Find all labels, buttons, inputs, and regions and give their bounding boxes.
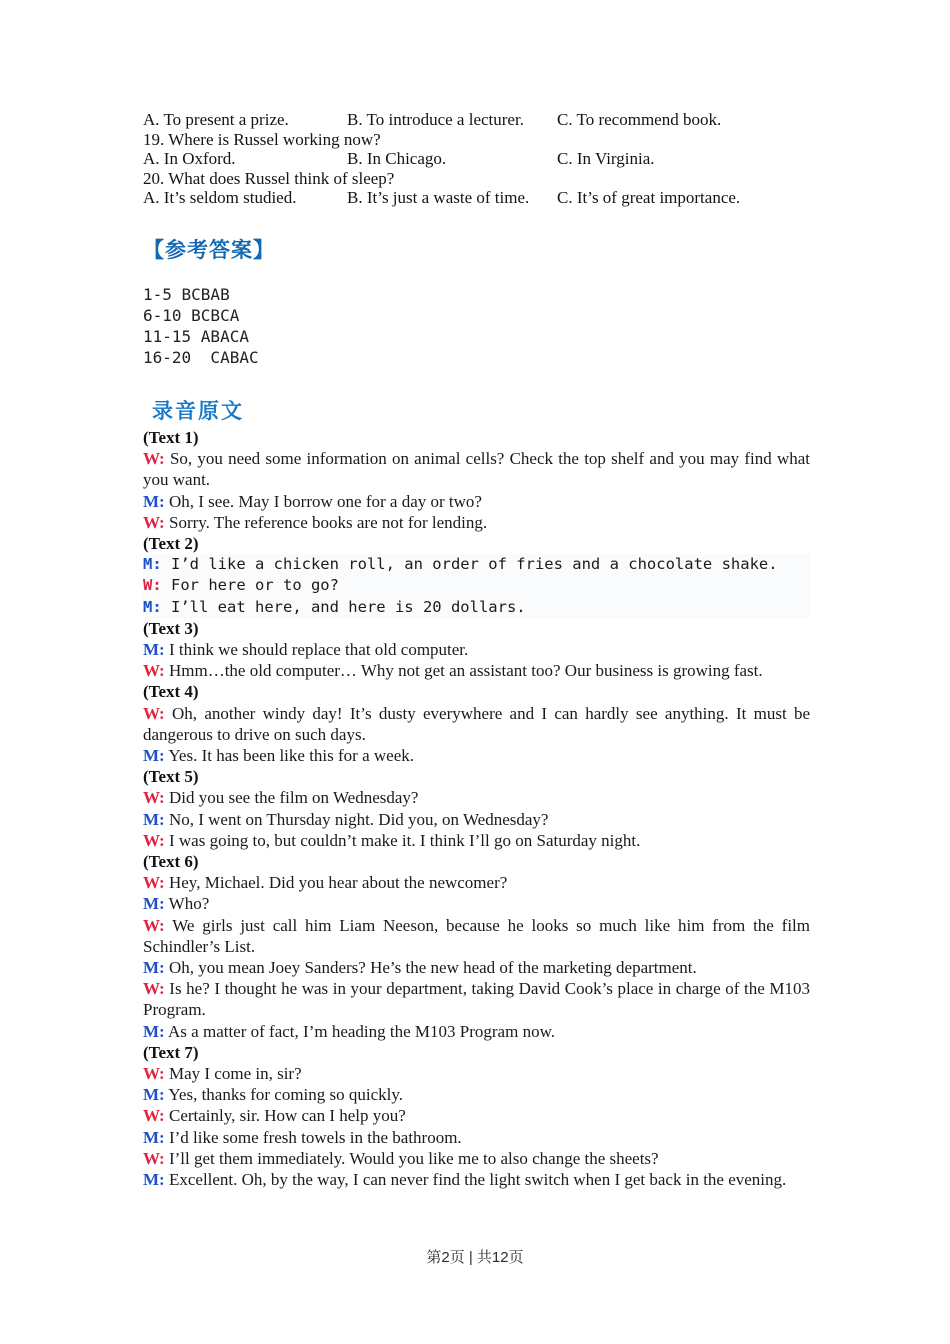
answer-key-line: 16-20 CABAC: [143, 347, 259, 367]
answer-key-line: 1-5 BCBAB: [143, 284, 230, 304]
transcript-line: W: Hmm…the old computer… Why not get an assistant too? Our business is growing fast.: [143, 661, 763, 681]
speaker-label: M:: [143, 809, 165, 829]
transcript-line: M: Excellent. Oh, by the way, I can never find the light switch when I get back in the evening.: [143, 1170, 787, 1190]
transcript-line: W: So, you need some information on animal cells? Check the top shelf and you may find what you want.: [143, 449, 810, 490]
options-row: [143, 188, 810, 208]
text-block-title: (Text 6): [143, 852, 199, 872]
transcript-line: W: May I come in, sir?: [143, 1064, 302, 1084]
transcript-line: M: Yes. It has been like this for a week.: [143, 746, 414, 766]
speaker-label: W:: [143, 661, 165, 681]
speaker-label: W:: [143, 788, 165, 808]
transcript-text-block: [143, 533, 810, 618]
text-block-title: (Text 2): [143, 533, 199, 553]
speaker-label: M:: [143, 746, 165, 766]
transcript-text-block: [143, 618, 810, 682]
transcript-line: M: I’ll eat here, and here is 20 dollars.: [143, 597, 810, 618]
speaker-label: M:: [143, 1170, 165, 1190]
option-text: A. It’s seldom studied.: [143, 188, 297, 208]
answer-key-line: 6-10 BCBCA: [143, 305, 240, 325]
speaker-label: W:: [143, 449, 165, 469]
document-page: [143, 110, 810, 1190]
text-block-title: (Text 1): [143, 427, 199, 447]
transcript-line: M: I’d like a chicken roll, an order of fries and a chocolate shake.: [143, 554, 810, 575]
transcript-line: W: Is he? I thought he was in your department, taking David Cook’s place in charge of the M103 Program.: [143, 979, 810, 1020]
options-row: [143, 149, 810, 169]
transcript-line: M: I’d like some fresh towels in the bathroom.: [143, 1127, 462, 1147]
transcript-line: W: Oh, another windy day! It’s dusty everywhere and I can hardly see anything. It must be dangerous to drive on such days.: [143, 703, 810, 744]
speaker-label: M:: [143, 597, 162, 616]
transcript-line: M: Oh, you mean Joey Sanders? He’s the new head of the marketing department.: [143, 958, 697, 978]
text-block-title: (Text 7): [143, 1042, 199, 1062]
speaker-label: W:: [143, 576, 162, 595]
speaker-label: M:: [143, 894, 165, 914]
transcript-line: M: As a matter of fact, I’m heading the M103 Program now.: [143, 1021, 555, 1041]
transcript-line: W: We girls just call him Liam Neeson, because he looks so much like him from the film Schindler’s List.: [143, 915, 810, 956]
option-text: A. To present a prize.: [143, 110, 289, 129]
speaker-label: M:: [143, 1021, 165, 1041]
speaker-label: M:: [143, 555, 162, 574]
options-row: [143, 110, 810, 130]
speaker-label: M:: [143, 958, 165, 978]
transcript-text-block: [143, 766, 810, 851]
option-text: C. In Virginia.: [557, 149, 655, 169]
question-text: 20. What does Russel think of sleep?: [143, 168, 395, 188]
transcript-heading: 录音原文: [152, 399, 244, 423]
speaker-label: W:: [143, 915, 165, 935]
text-block-title: (Text 4): [143, 682, 199, 702]
transcript-line: W: Sorry. The reference books are not for lending.: [143, 512, 488, 532]
transcript-line: M: Yes, thanks for coming so quickly.: [143, 1085, 404, 1105]
speaker-label: M:: [143, 640, 165, 659]
transcript-line: W: For here or to go?: [143, 575, 810, 596]
option-text: B. To introduce a lecturer.: [347, 110, 524, 129]
question-text: 19. Where is Russel working now?: [143, 129, 381, 149]
speaker-label: W:: [143, 873, 165, 893]
transcript-line: M: Who?: [143, 894, 210, 914]
page-footer: 第2页 | 共12页: [426, 1249, 524, 1266]
speaker-label: W:: [143, 512, 165, 532]
transcript-line: M: No, I went on Thursday night. Did you, on Wednesday?: [143, 809, 549, 829]
transcript-line: W: I’ll get them immediately. Would you like me to also change the sheets?: [143, 1148, 659, 1168]
speaker-label: M:: [143, 491, 165, 511]
answer-key: [143, 284, 810, 368]
option-text: B. In Chicago.: [347, 149, 447, 169]
option-text: B. It’s just a waste of time.: [347, 188, 530, 208]
speaker-label: M:: [143, 1127, 165, 1147]
option-text: A. In Oxford.: [143, 149, 236, 169]
text-block-title: (Text 5): [143, 767, 199, 787]
speaker-label: W:: [143, 979, 165, 999]
transcript-line: W: Did you see the film on Wednesday?: [143, 788, 419, 808]
transcript-text-block: [143, 1042, 810, 1190]
transcript-text-block: [143, 427, 810, 533]
transcript-text-block: [143, 851, 810, 1042]
speaker-label: W:: [143, 1064, 165, 1084]
speaker-label: W:: [143, 703, 165, 723]
speaker-label: M:: [143, 1085, 165, 1105]
speaker-label: W:: [143, 1106, 165, 1126]
option-text: C. It’s of great importance.: [557, 188, 741, 208]
answers-heading: 【参考答案】: [143, 238, 275, 262]
transcript-section: [143, 427, 810, 1190]
transcript-line: M: I think we should replace that old computer.: [143, 640, 469, 659]
transcript-line: M: Oh, I see. May I borrow one for a day or two?: [143, 491, 482, 511]
text-block-title: (Text 3): [143, 618, 199, 638]
transcript-line: W: I was going to, but couldn’t make it. I think I’ll go on Saturday night.: [143, 830, 641, 850]
transcript-line: W: Certainly, sir. How can I help you?: [143, 1106, 406, 1126]
speaker-label: W:: [143, 1148, 165, 1168]
speaker-label: W:: [143, 830, 165, 850]
transcript-line: W: Hey, Michael. Did you hear about the newcomer?: [143, 873, 508, 893]
option-text: C. To recommend book.: [557, 110, 722, 129]
questions-section: [143, 110, 810, 208]
answer-key-line: 11-15 ABACA: [143, 326, 249, 346]
transcript-text-block: [143, 681, 810, 766]
